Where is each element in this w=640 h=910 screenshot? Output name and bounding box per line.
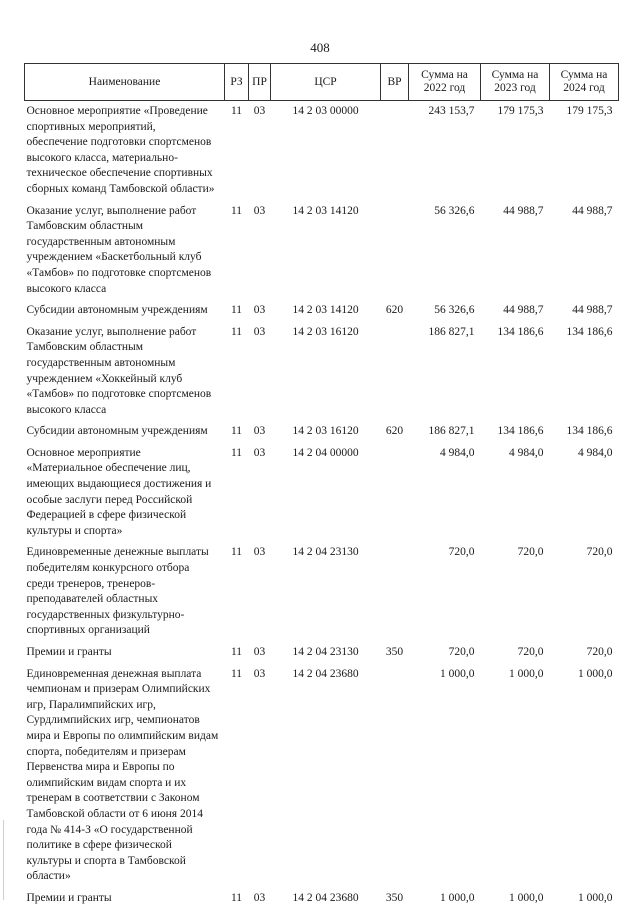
table-body (25, 101, 619, 910)
row-rz: 11 (230, 204, 243, 217)
row-rz: 11 (230, 325, 243, 338)
row-name: Оказание услуг, выполнение работ Тамбовским областным государственным автономным учреждением «Хоккейный клуб «Тамбов» по подготовке спортсменов высокого класса (26, 325, 212, 416)
row-sum-2023: 44 988,7 (503, 204, 544, 217)
row-pr: 03 (253, 105, 266, 117)
table-row (25, 542, 619, 642)
row-pr: 03 (253, 646, 266, 658)
row-name: Основное мероприятие «Материальное обеспечение лиц, имеющих выдающиеся достижения и особые заслуги перед Российской Федерацией в сфере физической культуры и спорта» (26, 446, 212, 537)
row-sum-2024: 134 186,6 (566, 425, 613, 438)
row-sum-2022: 186 827,1 (428, 425, 475, 438)
row-sum-2024: 720,0 (586, 646, 613, 658)
table-row (25, 201, 619, 301)
row-name: Единовременные денежные выплаты победителям конкурсного отбора среди тренеров, тренеров-преподавателей областных государственных физкультурно-спортивных организаций (26, 546, 209, 637)
row-sum-2023: 4 984,0 (509, 446, 544, 459)
row-name: Субсидии автономным учреждениям (26, 425, 208, 438)
row-sum-2023: 720,0 (517, 546, 544, 559)
row-sum-2022: 720,0 (448, 646, 475, 658)
row-name: Единовременная денежная выплата чемпионам и призерам Олимпийских игр, Паралимпийских игр, Сурдлимпийских игр, чемпионатов мира и Европы по олимпийским видам спорта, победителям и призерам Первенства мира и Европы по олимпийским видам спорта и их тренерам в соответствии с Законом Тамбовской области от 6 июня 2014 года № 414-З «О государственной политике в сфере физической культуры и спорта в Тамбовской области» (26, 667, 219, 883)
row-csr: 14 2 03 00000 (292, 105, 359, 117)
row-vr: 350 (385, 646, 404, 658)
row-sum-2024: 44 988,7 (572, 204, 613, 217)
row-vr: 620 (385, 304, 404, 317)
row-rz: 11 (230, 891, 243, 904)
row-sum-2022: 56 326,6 (434, 204, 475, 217)
row-vr (381, 443, 409, 543)
row-sum-2024: 4 984,0 (578, 446, 613, 459)
row-vr: 620 (385, 425, 404, 438)
row-csr: 14 2 04 23680 (292, 891, 359, 904)
header-sum-2022: Сумма на 2022 год (409, 64, 481, 101)
row-vr (381, 322, 409, 422)
table-header (25, 64, 619, 101)
row-rz: 11 (230, 425, 243, 438)
row-vr (381, 201, 409, 301)
row-sum-2024: 44 988,7 (572, 304, 613, 317)
row-sum-2022: 4 984,0 (440, 446, 475, 459)
row-vr (381, 664, 409, 888)
row-pr: 03 (253, 891, 266, 904)
table-row (25, 642, 619, 664)
row-csr: 14 2 04 00000 (292, 446, 359, 459)
row-pr: 03 (253, 667, 266, 680)
row-pr: 03 (253, 204, 266, 217)
row-pr: 03 (253, 446, 266, 459)
page-number: 408 (310, 40, 330, 55)
row-name: Основное мероприятие «Проведение спортивных мероприятий, обеспечение подготовки спортсменов высокого класса, материально-техническое обеспечение спортивных сборных команд Тамбовской области» (26, 105, 215, 195)
row-sum-2023: 179 175,3 (497, 105, 544, 117)
row-rz: 11 (230, 446, 243, 459)
row-sum-2024: 179 175,3 (566, 105, 613, 117)
table-row (25, 421, 619, 443)
row-sum-2023: 134 186,6 (497, 425, 544, 438)
row-sum-2022: 56 326,6 (434, 304, 475, 317)
row-csr: 14 2 03 14120 (292, 304, 359, 317)
row-vr (381, 101, 409, 201)
row-pr: 03 (253, 325, 266, 338)
scan-edge-mark (3, 820, 4, 900)
header-name: Наименование (25, 64, 225, 101)
row-rz: 11 (230, 646, 243, 658)
table-row (25, 322, 619, 422)
row-csr: 14 2 03 14120 (292, 204, 359, 217)
row-csr: 14 2 03 16120 (292, 425, 359, 438)
row-sum-2022: 186 827,1 (428, 325, 475, 338)
table-row (25, 300, 619, 322)
row-csr: 14 2 03 16120 (292, 325, 359, 338)
row-sum-2023: 720,0 (517, 646, 544, 658)
row-sum-2023: 134 186,6 (497, 325, 544, 338)
row-sum-2023: 1 000,0 (509, 891, 544, 904)
row-sum-2024: 720,0 (586, 546, 613, 559)
row-sum-2022: 720,0 (448, 546, 475, 559)
row-sum-2024: 1 000,0 (578, 891, 613, 904)
row-sum-2024: 1 000,0 (578, 667, 613, 680)
table-row (25, 888, 619, 910)
header-rz: РЗ (225, 64, 249, 101)
row-pr: 03 (253, 546, 266, 559)
row-name: Субсидии автономным учреждениям (26, 304, 208, 317)
row-vr (381, 542, 409, 642)
row-rz: 11 (230, 667, 243, 680)
table-row (25, 664, 619, 888)
row-name: Оказание услуг, выполнение работ Тамбовским областным государственным автономным учреждением «Баскетбольный клуб «Тамбов» по подготовке спортсменов высокого класса (26, 204, 212, 295)
row-vr: 350 (385, 891, 404, 904)
row-sum-2023: 44 988,7 (503, 304, 544, 317)
row-rz: 11 (230, 304, 243, 317)
table-row (25, 101, 619, 201)
row-name: Премии и гранты (26, 646, 112, 658)
header-pr: ПР (249, 64, 271, 101)
row-sum-2024: 134 186,6 (566, 325, 613, 338)
row-name: Премии и гранты (26, 891, 112, 904)
row-csr: 14 2 04 23130 (292, 646, 359, 658)
row-csr: 14 2 04 23130 (292, 546, 359, 559)
row-sum-2023: 1 000,0 (509, 667, 544, 680)
row-csr: 14 2 04 23680 (292, 667, 359, 680)
row-sum-2022: 1 000,0 (440, 891, 475, 904)
row-rz: 11 (230, 546, 243, 559)
row-rz: 11 (230, 105, 243, 117)
header-sum-2024: Сумма на 2024 год (550, 64, 619, 101)
budget-table (24, 63, 619, 910)
row-sum-2022: 243 153,7 (428, 105, 475, 117)
header-sum-2023: Сумма на 2023 год (481, 64, 550, 101)
row-pr: 03 (253, 425, 266, 438)
table-row (25, 443, 619, 543)
row-sum-2022: 1 000,0 (440, 667, 475, 680)
row-pr: 03 (253, 304, 266, 317)
header-vr: ВР (381, 64, 409, 101)
header-csr: ЦСР (271, 64, 381, 101)
